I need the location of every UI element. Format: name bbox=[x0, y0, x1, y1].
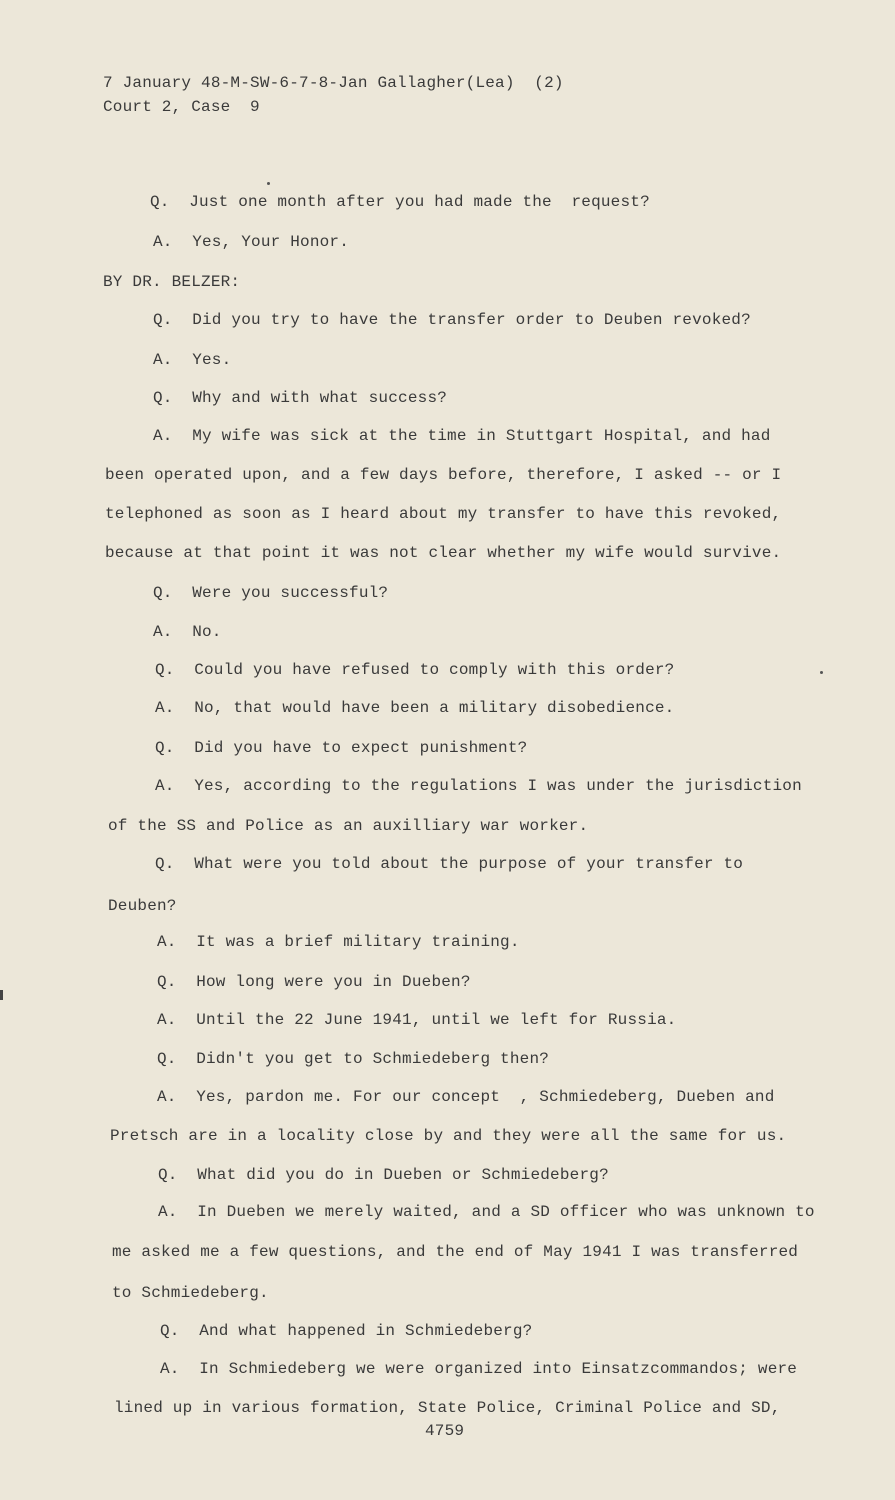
transcript-line: Q. What did you do in Dueben or Schmiedeberg? bbox=[158, 1166, 609, 1184]
transcript-line: A. Yes, according to the regulations I was under the jurisdiction bbox=[155, 777, 802, 795]
transcript-line: Q. Didn't you get to Schmiedeberg then? bbox=[157, 1050, 550, 1068]
transcript-line: because at that point it was not clear whether my wife would survive. bbox=[105, 544, 782, 562]
transcript-line: of the SS and Police as an auxilliary war worker. bbox=[108, 817, 589, 835]
transcript-line: A. Yes. bbox=[153, 351, 232, 369]
transcript-line: A. It was a brief military training. bbox=[157, 933, 520, 951]
page-number: 4759 bbox=[425, 1422, 465, 1440]
header-line-1: 7 January 48-M-SW-6-7-8-Jan Gallagher(Lea) (2) bbox=[103, 74, 564, 92]
transcript-line: A. No. bbox=[153, 623, 222, 641]
transcript-line: Q. Why and with what success? bbox=[153, 389, 448, 407]
transcript-line: Q. Were you successful? bbox=[153, 584, 389, 602]
transcript-line: Q. And what happened in Schmiedeberg? bbox=[160, 1322, 533, 1340]
transcript-line: Q. Did you have to expect punishment? bbox=[155, 739, 528, 757]
paper-speck bbox=[267, 182, 270, 185]
header-line-2: Court 2, Case 9 bbox=[103, 98, 260, 116]
transcript-line: been operated upon, and a few days before, therefore, I asked -- or I bbox=[105, 466, 782, 484]
transcript-line: A. In Dueben we merely waited, and a SD officer who was unknown to bbox=[158, 1203, 815, 1221]
edge-mark bbox=[0, 990, 3, 1000]
transcript-line: to Schmiedeberg. bbox=[112, 1284, 269, 1302]
transcript-line: Q. Just one month after you had made the request? bbox=[150, 193, 650, 211]
transcript-line: A. Yes, pardon me. For our concept , Schmiedeberg, Dueben and bbox=[157, 1088, 775, 1106]
transcript-line: Q. How long were you in Dueben? bbox=[157, 973, 471, 991]
transcript-line: A. No, that would have been a military disobedience. bbox=[155, 699, 675, 717]
transcript-line: lined up in various formation, State Police, Criminal Police and SD, bbox=[114, 1399, 781, 1417]
paper-speck bbox=[820, 671, 823, 674]
transcript-line: Q. What were you told about the purpose of your transfer to bbox=[155, 855, 744, 873]
transcript-line: A. My wife was sick at the time in Stuttgart Hospital, and had bbox=[153, 427, 771, 445]
transcript-line: Pretsch are in a locality close by and they were all the same for us. bbox=[110, 1127, 787, 1145]
transcript-line: A. Yes, Your Honor. bbox=[153, 233, 350, 251]
transcript-line: Q. Could you have refused to comply with this order? bbox=[155, 661, 675, 679]
transcript-line: telephoned as soon as I heard about my transfer to have this revoked, bbox=[105, 505, 782, 523]
transcript-line: Q. Did you try to have the transfer order to Deuben revoked? bbox=[153, 311, 751, 329]
transcript-line: Deuben? bbox=[108, 897, 177, 915]
transcript-line: me asked me a few questions, and the end of May 1941 I was transferred bbox=[112, 1243, 799, 1261]
transcript-line: A. Until the 22 June 1941, until we left for Russia. bbox=[157, 1011, 677, 1029]
transcript-line: A. In Schmiedeberg we were organized into Einsatzcommandos; were bbox=[160, 1360, 798, 1378]
transcript-line: BY DR. BELZER: bbox=[103, 273, 241, 291]
